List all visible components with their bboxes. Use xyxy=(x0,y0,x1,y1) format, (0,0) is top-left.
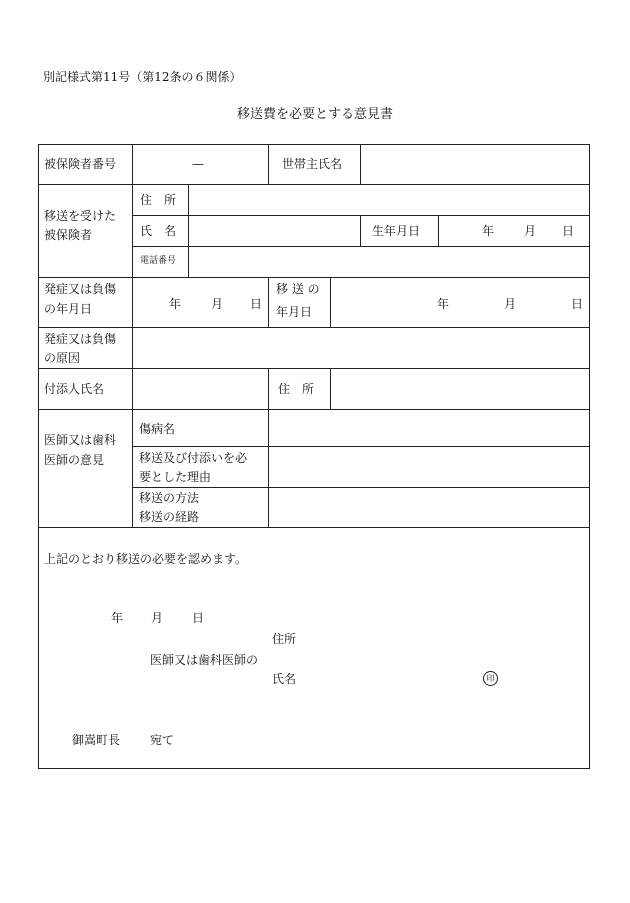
birth-day-label: 日 xyxy=(562,224,575,238)
doctor-address-label: 住所 xyxy=(272,632,297,646)
insured-number-label: 被保険者番号 xyxy=(44,157,117,171)
birthdate-label: 生年月日 xyxy=(372,224,421,238)
phone-label: 電話番号 xyxy=(140,256,177,266)
onset-month-label: 月 xyxy=(211,297,224,311)
form-title: 移送費を必要とする意見書 xyxy=(237,107,394,122)
insured-number-value[interactable]: — xyxy=(192,157,204,171)
transfer-date-label-line1: 移 送 の xyxy=(276,282,320,296)
transfer-date-label-line2: 年月日 xyxy=(276,305,313,319)
attendant-name-field[interactable] xyxy=(135,371,265,407)
reason-label-line1: 移送及び付添いを必 xyxy=(139,451,248,465)
doctor-type-label: 医師又は歯科医師の xyxy=(150,653,259,667)
transfer-month-label: 月 xyxy=(504,297,517,311)
birth-month-label: 月 xyxy=(524,224,537,238)
addressee-suffix: 宛て xyxy=(150,733,175,747)
name-label: 氏 名 xyxy=(140,224,177,238)
attendant-address-label: 住 所 xyxy=(278,382,315,396)
address-field[interactable] xyxy=(191,187,587,213)
patient-label-line2: 被保険者 xyxy=(44,228,93,242)
doctor-opinion-label-line2: 医師の意見 xyxy=(44,453,105,467)
birth-year-label: 年 xyxy=(482,224,495,238)
transfer-year-label: 年 xyxy=(437,297,450,311)
onset-label-line2: の年月日 xyxy=(44,302,93,316)
cert-month-label: 月 xyxy=(151,611,164,625)
cert-year-label: 年 xyxy=(111,611,124,625)
doctor-opinion-label-line1: 医師又は歯科 xyxy=(44,433,117,447)
attendant-label: 付添人氏名 xyxy=(44,382,105,396)
method-label: 移送の方法 xyxy=(139,491,200,505)
householder-label: 世帯主氏名 xyxy=(282,157,343,171)
method-route-field[interactable] xyxy=(271,490,587,525)
reason-label-line2: 要とした理由 xyxy=(139,470,212,484)
attendant-address-field[interactable] xyxy=(333,371,587,407)
cert-day-label: 日 xyxy=(192,611,205,625)
householder-name-field[interactable] xyxy=(363,147,587,182)
onset-year-label: 年 xyxy=(169,297,182,311)
transfer-day-label: 日 xyxy=(571,297,584,311)
disease-name-field[interactable] xyxy=(271,412,587,444)
doctor-name-label: 氏名 xyxy=(272,672,297,686)
reason-field[interactable] xyxy=(271,449,587,485)
name-field[interactable] xyxy=(191,218,357,244)
disease-name-label: 傷病名 xyxy=(139,422,176,436)
addressee-town: 御嵩町長 xyxy=(72,733,121,747)
seal-icon: 印 xyxy=(483,671,498,686)
onset-day-label: 日 xyxy=(250,297,263,311)
certification-statement: 上記のとおり移送の必要を認めます。 xyxy=(44,552,248,566)
onset-label-line1: 発症又は負傷 xyxy=(44,282,117,296)
cause-field[interactable] xyxy=(135,330,587,366)
cause-label-line1: 発症又は負傷 xyxy=(44,332,117,346)
phone-field[interactable] xyxy=(191,249,587,275)
address-label: 住 所 xyxy=(140,193,177,207)
cause-label-line2: の原因 xyxy=(44,351,81,365)
form-number: 別記様式第11号（第12条の６関係） xyxy=(43,70,242,84)
route-label: 移送の経路 xyxy=(139,510,200,524)
patient-label-line1: 移送を受けた xyxy=(44,209,117,223)
